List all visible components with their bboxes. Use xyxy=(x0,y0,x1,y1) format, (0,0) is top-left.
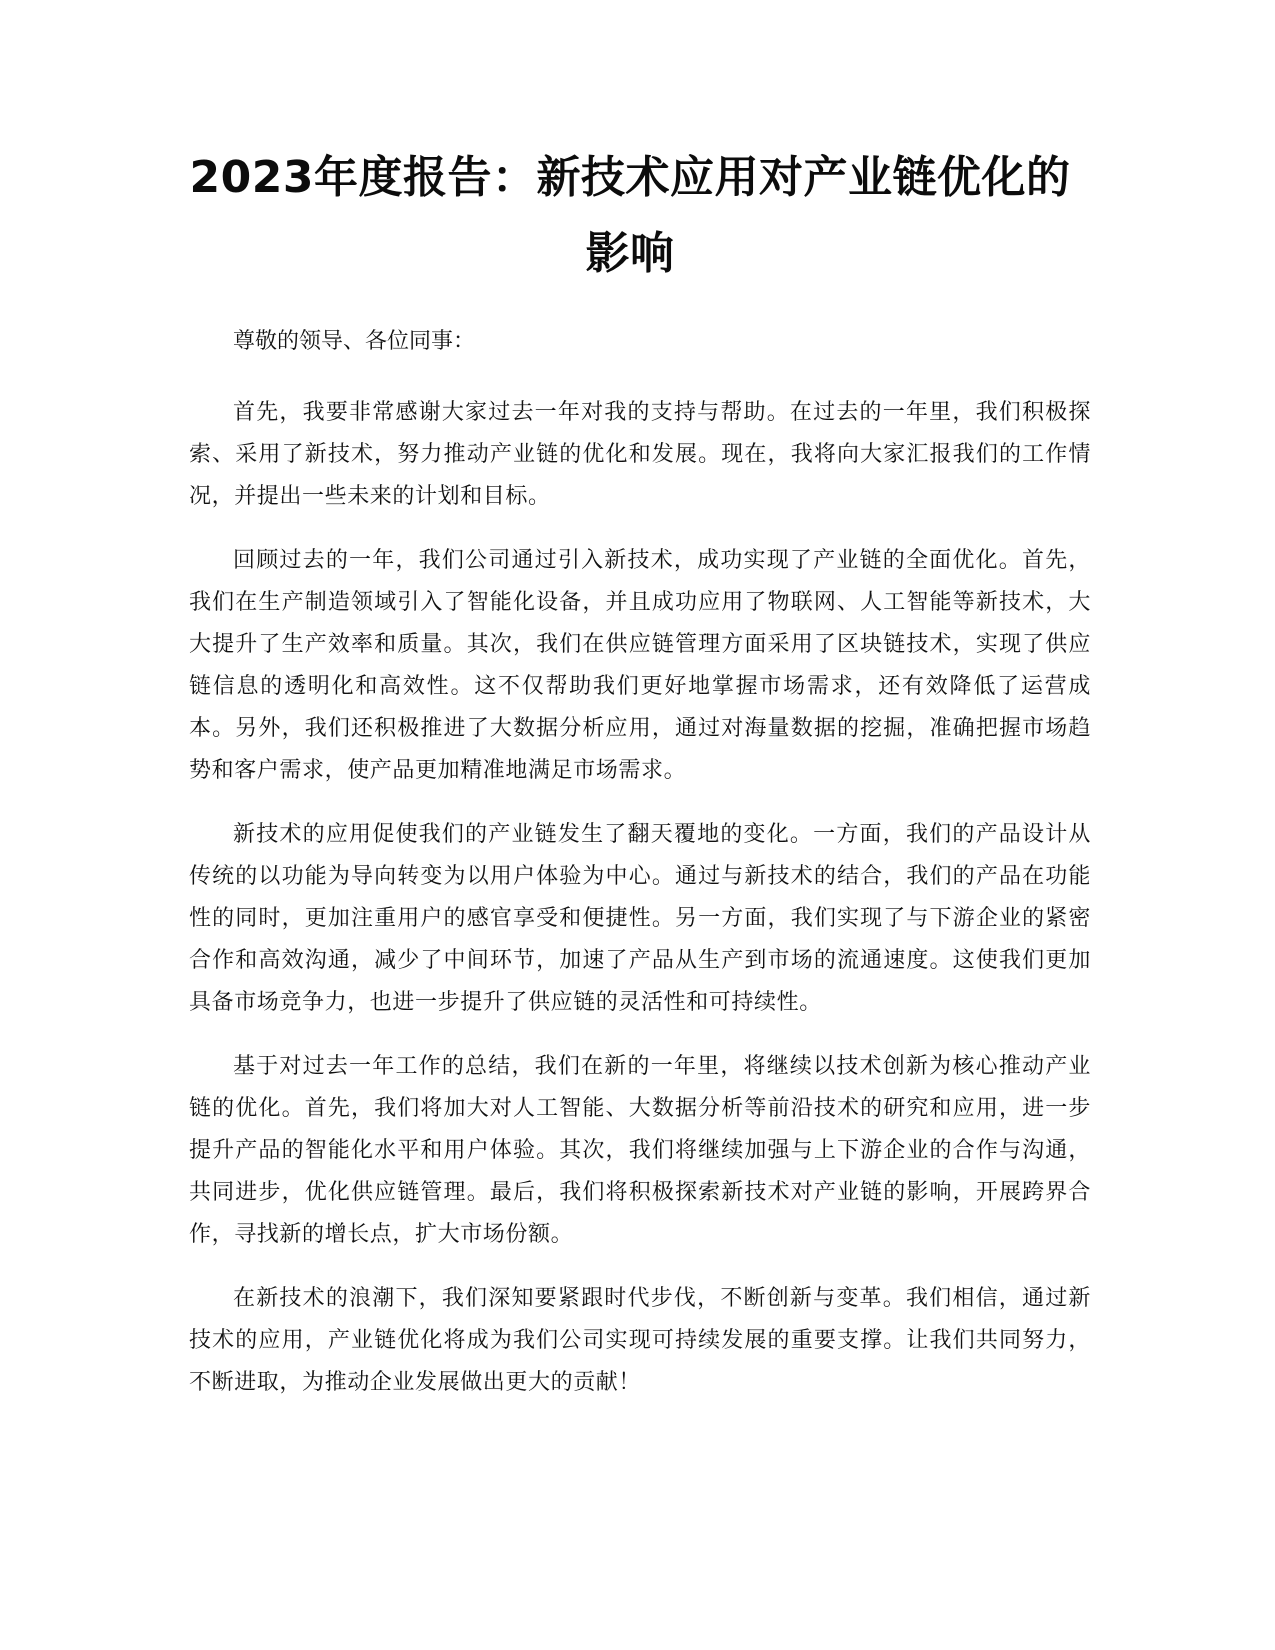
paragraph-1: 首先，我要非常感谢大家过去一年对我的支持与帮助。在过去的一年里，我们积极探索、采用了新技术，努力推动产业链的优化和发展。现在，我将向大家汇报我们的工作情况，并提出一些未来的计划和目标。 xyxy=(189,400,1091,509)
document-title: 2023年度报告：新技术应用对产业链优化的影响 xyxy=(189,152,1071,279)
paragraph-4: 基于对过去一年工作的总结，我们在新的一年里，将继续以技术创新为核心推动产业链的优化。首先，我们将加大对人工智能、大数据分析等前沿技术的研究和应用，进一步提升产品的智能化水平和用户体验。其次，我们将继续加强与上下游企业的合作与沟通，共同进步，优化供应链管理。最后，我们将积极探索新技术对产业链的影响，开展跨界合作，寻找新的增长点，扩大市场份额。 xyxy=(189,1054,1091,1247)
document-body xyxy=(189,320,1091,1426)
paragraph-5: 在新技术的浪潮下，我们深知要紧跟时代步伐，不断创新与变革。我们相信，通过新技术的应用，产业链优化将成为我们公司实现可持续发展的重要支撑。让我们共同努力，不断进取，为推动企业发展做出更大的贡献！ xyxy=(189,1286,1091,1395)
paragraph-2: 回顾过去的一年，我们公司通过引入新技术，成功实现了产业链的全面优化。首先，我们在生产制造领域引入了智能化设备，并且成功应用了物联网、人工智能等新技术，大大提升了生产效率和质量。其次，我们在供应链管理方面采用了区块链技术，实现了供应链信息的透明化和高效性。这不仅帮助我们更好地掌握市场需求，还有效降低了运营成本。另外，我们还积极推进了大数据分析应用，通过对海量数据的挖掘，准确把握市场趋势和客户需求，使产品更加精准地满足市场需求。 xyxy=(189,548,1091,783)
paragraph-3: 新技术的应用促使我们的产业链发生了翻天覆地的变化。一方面，我们的产品设计从传统的以功能为导向转变为以用户体验为中心。通过与新技术的结合，我们的产品在功能性的同时，更加注重用户的感官享受和便捷性。另一方面，我们实现了与下游企业的紧密合作和高效沟通，减少了中间环节，加速了产品从生产到市场的流通速度。这使我们更加具备市场竞争力，也进一步提升了供应链的灵活性和可持续性。 xyxy=(189,822,1091,1015)
salutation: 尊敬的领导、各位同事： xyxy=(233,329,476,354)
